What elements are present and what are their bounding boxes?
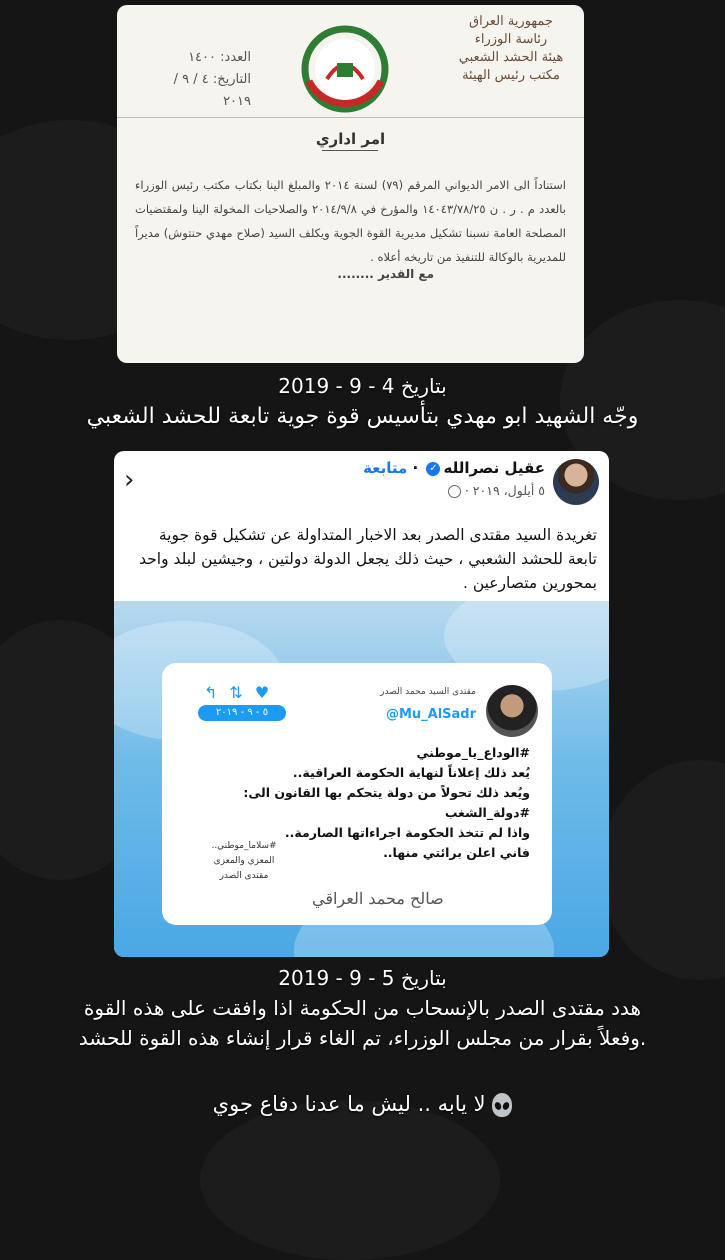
caption-text-1: وجّه الشهيد ابو مهدي بتأسيس قوة جوية تابعة للحشد الشعبي [86, 404, 639, 429]
caption-line-3 [0, 1092, 725, 1117]
tweet-line: #الوداع_يا_موطني [416, 745, 530, 760]
letterhead-line: جمهورية العراق [469, 14, 553, 29]
pmf-logo [297, 21, 393, 117]
post-date: ٥ أيلول، ٢٠١٩ · [464, 483, 545, 498]
document-date: التاريخ: ٤ / ٩ / ٢٠١٩ [173, 72, 251, 109]
background-shape [200, 1100, 500, 1260]
signature-line: #سلاما_موطني.. [211, 841, 277, 851]
letterhead-line: مكتب رئيس الهيئة [462, 68, 560, 83]
signature-line: مقتدى الصدر [219, 871, 269, 881]
letterhead-line: هيئة الحشد الشعبي [458, 50, 564, 65]
document-title: امر اداري [315, 130, 386, 148]
tweet-date-pill: ٥ - ٩ - ٢٠١٩ [198, 705, 286, 721]
tweet-display-name: مقتدى السيد محمد الصدر [380, 687, 476, 697]
back-chevron-icon[interactable]: ‹ [124, 465, 135, 495]
author-row: عقيل نصرالله✓ · متابعة [363, 459, 545, 477]
globe-icon [448, 485, 461, 498]
background-shape [600, 760, 725, 980]
tweet-line: ويُعد ذلك تحولاً من دولة يتحكم بها القانون الى: [243, 785, 530, 800]
alien-emoji-icon [492, 1093, 512, 1117]
title-underline [322, 150, 378, 151]
reply-icon: ↰ [204, 683, 230, 702]
author-avatar[interactable] [553, 459, 599, 505]
document-body: استناداً الى الامر الديواني المرقم (٧٩) لسنة ٢٠١٤ والمبلغ الينا بكتاب مكتب رئيس الوزراء بالعدد م . ر . ن ١٤٠٤٣/٧٨/٢٥ والمؤرخ في ٢٠١٤/٩/٨ والصلاحيات المخولة الينا ولمقتضيات المصلحة العامة نسبنا تشكيل مديرية القوة الجوية ويكلف السيد (صلاح مهدي حنتوش) مديراً للمديرية بالوكالة للتنفيذ من تاريخه أعلاه . [135, 178, 566, 264]
caption-date-2: بتاريخ 5 - 9 - 2019 [278, 966, 447, 990]
document-signoff: مع القدير ........ [337, 267, 434, 281]
tweet-line: واذا لم تتخذ الحكومة اجراءاتها الصارمة.. [284, 825, 530, 840]
post-image[interactable] [114, 601, 609, 957]
author-name[interactable]: عقيل نصرالله [443, 459, 545, 477]
document-meta [143, 47, 251, 113]
retweet-icon: ⇅ [229, 683, 255, 702]
calligraphy-logo: صالح محمد العراقي [312, 889, 444, 908]
letterhead-line: رئاسة الوزراء [474, 32, 548, 47]
tweet-signature [204, 839, 284, 884]
tweet-line: يُعد ذلك إعلاناً لنهاية الحكومة العراقية.. [292, 765, 530, 780]
tweet-line: #دولة_الشغب [444, 805, 530, 820]
caption-text-3: لا يابه .. ليش ما عدنا دفاع جوي [212, 1092, 486, 1116]
document-number: العدد: ١٤٠٠ [188, 50, 251, 65]
tweet-handle: @Mu_AlSadr [385, 707, 476, 722]
document-letterhead [452, 13, 570, 85]
official-document-image [117, 5, 584, 363]
tweet-avatar [486, 685, 538, 737]
caption-text-2b: وفعلاً بقرار من مجلس الوزراء، تم الغاء قرار إنشاء هذه القوة للحشد. [78, 1026, 647, 1050]
signature-line: المعزي والمعزى [213, 856, 275, 866]
post-text: تغريدة السيد مقتدى الصدر بعد الاخبار المتداولة عن تشكيل قوة جوية تابعة للحشد الشعبي ، حيث ذلك يجعل الدولة دولتين ، وجيشين لبلد واحد بمحورين متصارعين . [139, 526, 597, 592]
tweet-card [162, 663, 552, 925]
post-date-row [444, 483, 545, 498]
facebook-post-card [114, 451, 609, 957]
caption-text-2a: هدد مقتدى الصدر بالإنسحاب من الحكومة اذا وافقت على هذه القوة [83, 996, 642, 1020]
tweet-line: فاني اعلن برائتي منها.. [383, 845, 530, 860]
caption-date-1: بتاريخ 4 - 9 - 2019 [278, 374, 447, 398]
heart-icon: ♥ [254, 683, 282, 702]
divider [117, 117, 584, 118]
tweet-actions [204, 683, 281, 702]
verified-badge-icon: ✓ [426, 462, 440, 476]
follow-button[interactable]: متابعة [363, 459, 408, 477]
